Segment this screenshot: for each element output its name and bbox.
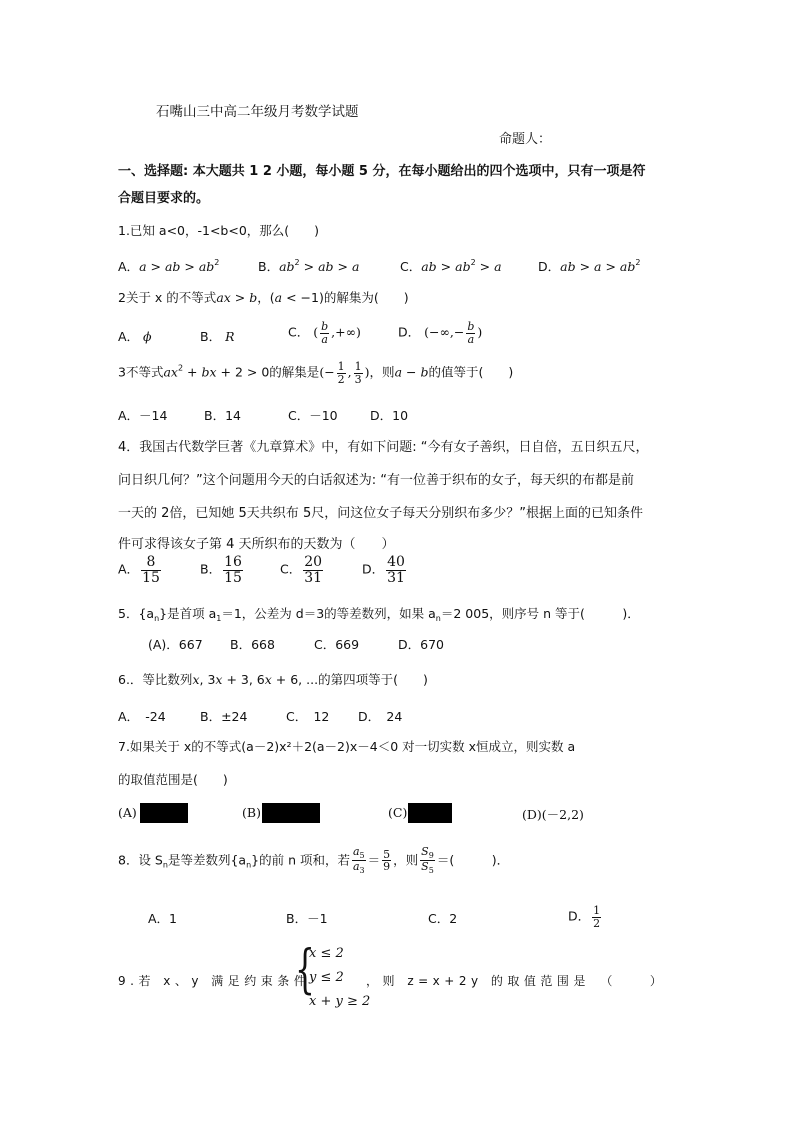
section-heading: 一、选择题: 本大题共 1 2 小题，每小题 5 分，在每小题给出的四个选项中，只有一项是符	[118, 164, 646, 179]
option-d-label: D．	[538, 259, 561, 274]
option-a-label: A．	[118, 259, 140, 274]
brace-icon: {	[295, 940, 315, 1000]
option-d: D．670	[398, 637, 444, 652]
option-d: D． 24	[358, 709, 403, 724]
option-c: C． 12	[286, 709, 330, 724]
page-title: 石嘴山三中高二年级月考数学试题	[156, 104, 359, 120]
redaction-box	[408, 803, 452, 823]
question-4-line-4: 件可求得该女子第 4 天所织布的天数为（ ）	[118, 537, 395, 552]
question-8-stem: 8．设 $S_n$是等差数列$\{a_n\}$的前 n 项和，若 $\frac{a_5}{a_3}$ ＝ $\frac{5}{9}$ ，则 $\frac{S_9}{S_5}$ ＝( )．	[118, 845, 510, 876]
option-b-label: (B)	[242, 805, 261, 820]
option-a: A．－14	[118, 408, 168, 423]
option-a: A． -24	[118, 709, 166, 724]
author-label: 命题人：	[499, 132, 552, 147]
option-a-label: (A)	[118, 805, 137, 820]
option-b: B．14	[204, 408, 241, 423]
option-d-label: D．	[568, 908, 591, 924]
option-b-label: B．	[200, 329, 222, 344]
option-d: D．10	[370, 408, 409, 423]
question-4-line-3: 一天的 2倍，已知她 5天共织布 5尺，问这位女子每天分别织布多少？”根据上面的已知条件	[118, 506, 643, 521]
constraint-row: x + y ≥ 2	[309, 994, 371, 1009]
question-7-line-2: 的取值范围是( )	[118, 772, 228, 787]
redaction-box	[262, 803, 320, 823]
option-a-label: A．	[118, 329, 140, 344]
question-2-stem: 2关于 x 的不等式ax > b，(a < −1)的解集为( )	[118, 290, 409, 305]
option-c-label: C．	[288, 324, 310, 340]
question-9-stem-b: ，则 z=x+2y 的取值范围是 （ ）	[366, 974, 667, 988]
option-b: B．－1	[286, 911, 328, 926]
option-c: C．2	[428, 911, 458, 926]
option-b-label: B．	[258, 259, 280, 274]
constraint-row: y ≤ 2	[309, 970, 344, 985]
option-b: B．668	[230, 637, 275, 652]
option-c: C．669	[314, 637, 360, 652]
option-d-label: D．	[398, 324, 421, 340]
option-a: A．1	[148, 911, 178, 926]
question-7-line-1: 7.如果关于 x的不等式(a－2)x²＋2(a－2)x－4＜0 对一切实数 x恒成立，则实数 a	[118, 739, 576, 754]
option-c-label: (C)	[388, 805, 408, 820]
question-4-line-2: 问日织几何？”这个问题用今天的白话叙述为: “有一位善于织布的女子，每天织的布都是前	[118, 473, 634, 488]
question-4-line-1: 4．我国古代数学巨著《九章算术》中，有如下问题: “今有女子善织，日自倍，五日织五尺，	[118, 440, 649, 455]
option-d: (D)(－2,2)	[522, 807, 584, 822]
constraint-row: x ≤ 2	[309, 946, 344, 961]
option-a-label: A．	[118, 561, 140, 577]
option-b: B．±24	[200, 709, 248, 724]
redaction-box	[140, 803, 188, 823]
option-c-label: C．	[400, 259, 422, 274]
question-9-stem-a: 9.若 x、y 满足约束条件	[118, 974, 311, 988]
option-c-label: C．	[280, 561, 302, 577]
section-heading-cont: 合题目要求的。	[118, 191, 210, 206]
question-1-stem: 1.已知 a<0，-1<b<0，那么( )	[118, 223, 320, 238]
option-a: (A)．667	[148, 637, 203, 652]
question-6-stem: 6.．等比数列x, 3x + 3, 6x + 6, ...的第四项等于( )	[118, 672, 428, 687]
option-d-label: D．	[362, 561, 385, 577]
question-5-stem: 5．$\{a_n\}$是首项 $a_1=1$，公差为 d＝3的等差数列，如果 $a_n=2$ 005，则序号 n 等于( )．	[118, 606, 640, 623]
option-c: C．－10	[288, 408, 338, 423]
option-b-label: B．	[200, 561, 222, 577]
question-3-stem: 3不等式$ax^2$ + bx + 2 > 0的解集是(− $\frac{1}{2}$ , $\frac{1}{3}$ )，则a − b的值等于( )	[118, 360, 514, 386]
constraint-system	[295, 940, 375, 1014]
